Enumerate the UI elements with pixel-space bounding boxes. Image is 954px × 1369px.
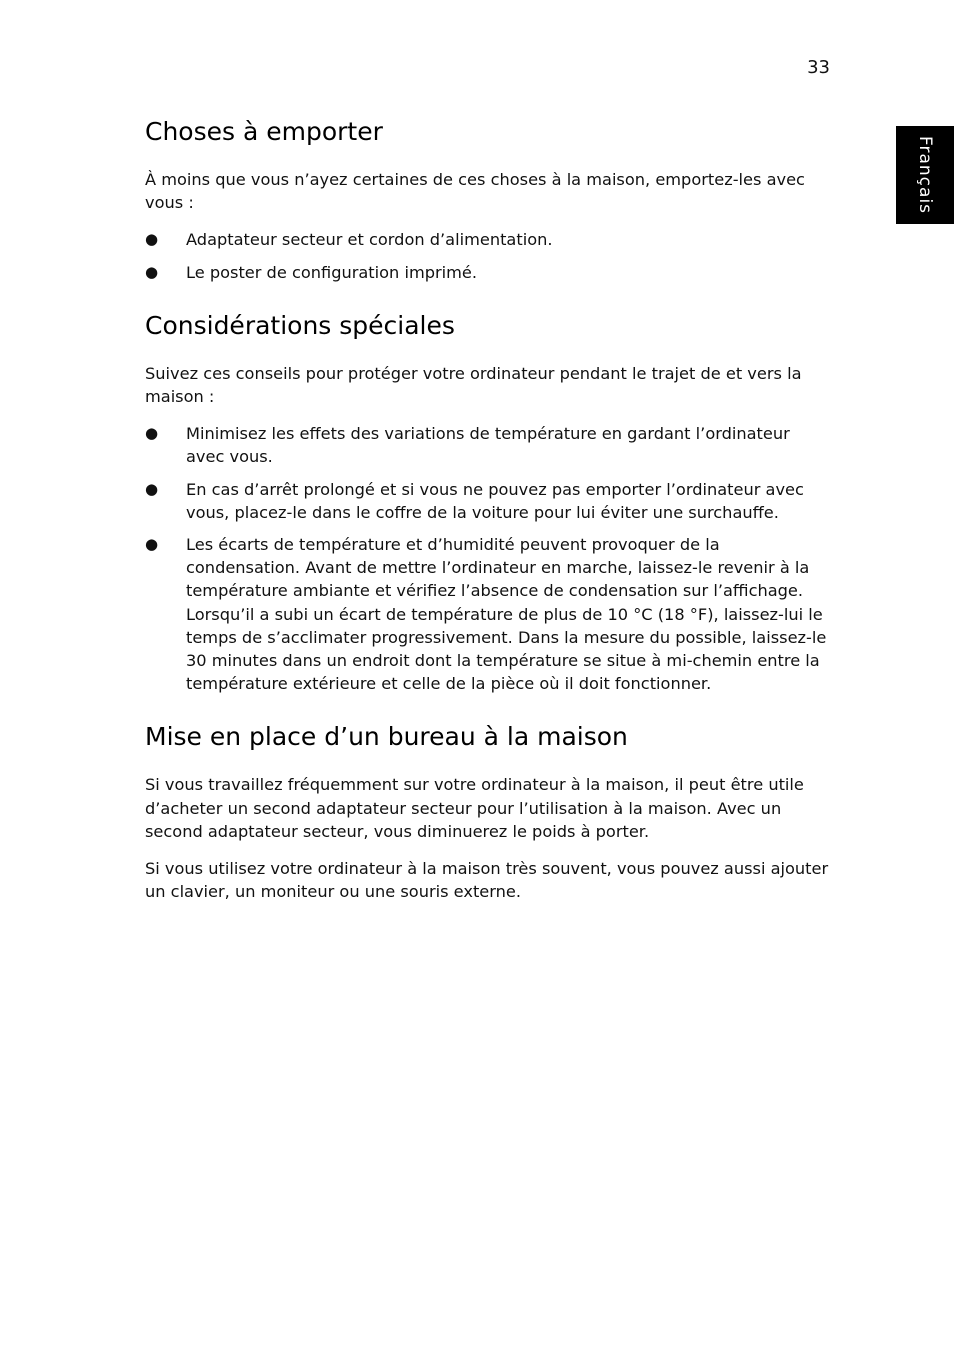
language-tab-label: Français — [915, 135, 935, 215]
list-item-text: Les écarts de température et d’humidité peuvent provoquer de la condensation. Avant de mettre l’ordinateur en marche, laissez-le revenir à la température ambiante et vérifiez l’absence de condensation sur l’affichage. Lorsqu’il a subi un écart de température de plus de 10 °C (18 °F), laissez-lui le temps de s’acclimater progressivement. Dans la mesure du possible, laissez-le 30 minutes dans un endroit dont la température se situe à mi-chemin entre la température extérieure et celle de la pièce où il doit fonctionner. — [186, 535, 827, 694]
section-home-office — [145, 719, 833, 903]
section-paragraph: Si vous utilisez votre ordinateur à la maison très souvent, vous pouvez aussi ajouter un clavier, un moniteur ou une souris externe. — [145, 859, 829, 902]
section-special-considerations — [145, 308, 833, 696]
list-item — [145, 478, 833, 524]
section-paragraph: Si vous travaillez fréquemment sur votre ordinateur à la maison, il peut être utile d’acheter un second adaptateur secteur pour l’utilisation à la maison. Avec un second adaptateur secteur, vous diminuerez le poids à porter. — [145, 775, 804, 841]
list-item — [145, 228, 833, 251]
section-heading: Choses à emporter — [145, 117, 383, 146]
section-heading: Considérations spéciales — [145, 310, 455, 340]
bullet-icon: ● — [145, 230, 159, 249]
bullet-icon: ● — [145, 262, 159, 281]
section-intro: À moins que vous n’ayez certaines de ces choses à la maison, emportez-les avec vous : — [145, 170, 805, 213]
bullet-list — [145, 228, 833, 283]
page-number: 33 — [807, 57, 830, 78]
bullet-icon: ● — [145, 479, 159, 498]
list-item — [145, 261, 833, 284]
bullet-icon: ● — [145, 535, 159, 554]
bullet-list — [145, 422, 833, 695]
list-item-text: Adaptateur secteur et cordon d’alimentation. — [186, 230, 553, 250]
list-item — [145, 533, 833, 695]
list-item-text: En cas d’arrêt prolongé et si vous ne pouvez pas emporter l’ordinateur avec vous, placez-le dans le coffre de la voiture pour lui éviter une surchauffe. — [186, 479, 804, 522]
language-tab — [896, 126, 954, 224]
list-item-text: Minimisez les effets des variations de température en gardant l’ordinateur avec vous. — [186, 424, 790, 467]
section-heading: Mise en place d’un bureau à la maison — [145, 722, 628, 752]
page-content — [145, 114, 833, 927]
bullet-icon: ● — [145, 424, 159, 443]
list-item-text: Le poster de configuration imprimé. — [186, 262, 478, 282]
list-item — [145, 422, 833, 468]
section-things-to-bring — [145, 114, 833, 284]
section-intro: Suivez ces conseils pour protéger votre ordinateur pendant le trajet de et vers la maison : — [145, 363, 802, 407]
